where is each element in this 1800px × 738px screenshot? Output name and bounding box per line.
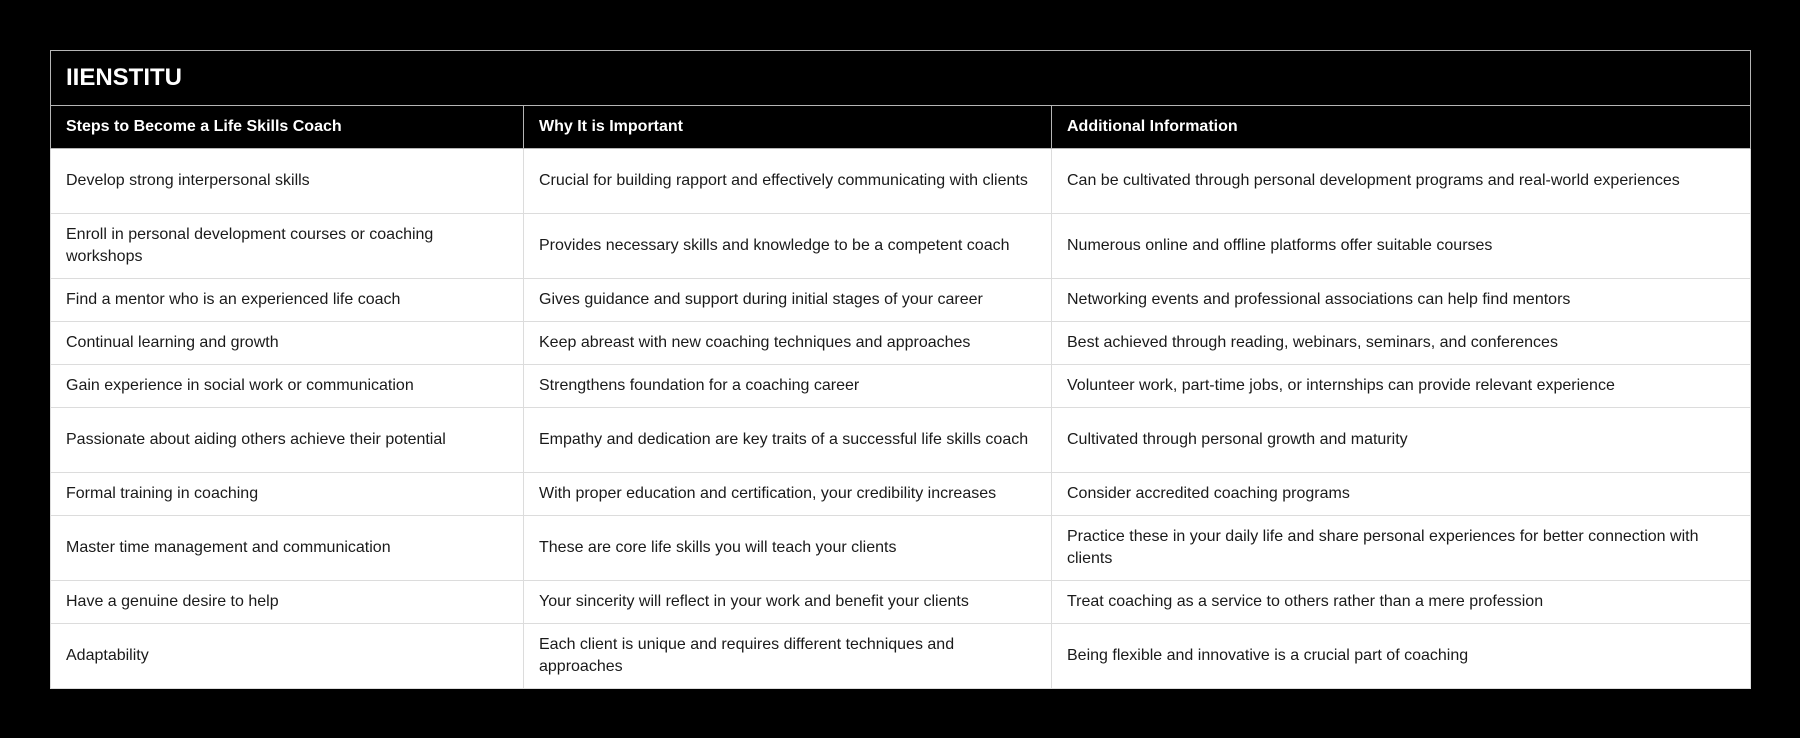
column-header-steps: Steps to Become a Life Skills Coach [51, 106, 524, 149]
cell-step: Gain experience in social work or communication [51, 365, 524, 408]
cell-additional-info: Consider accredited coaching programs [1052, 473, 1751, 516]
cell-additional-info: Volunteer work, part-time jobs, or internships can provide relevant experience [1052, 365, 1751, 408]
column-header-importance: Why It is Important [524, 106, 1052, 149]
table-row [51, 624, 1751, 689]
cell-step: Develop strong interpersonal skills [51, 149, 524, 214]
cell-additional-info: Numerous online and offline platforms offer suitable courses [1052, 214, 1751, 279]
table-row [51, 365, 1751, 408]
cell-step: Continual learning and growth [51, 322, 524, 365]
table-row [51, 516, 1751, 581]
cell-importance: Gives guidance and support during initial stages of your career [524, 279, 1052, 322]
table-row [51, 408, 1751, 473]
table-row [51, 322, 1751, 365]
column-header-additional-info: Additional Information [1052, 106, 1751, 149]
cell-step: Have a genuine desire to help [51, 581, 524, 624]
cell-importance: Provides necessary skills and knowledge to be a competent coach [524, 214, 1052, 279]
cell-step: Enroll in personal development courses or coaching workshops [51, 214, 524, 279]
cell-step: Master time management and communication [51, 516, 524, 581]
table-row [51, 214, 1751, 279]
header-row [51, 106, 1751, 149]
coaching-steps-table [50, 50, 1751, 689]
table-row [51, 473, 1751, 516]
cell-additional-info: Being flexible and innovative is a crucial part of coaching [1052, 624, 1751, 689]
cell-additional-info: Cultivated through personal growth and maturity [1052, 408, 1751, 473]
cell-importance: Your sincerity will reflect in your work and benefit your clients [524, 581, 1052, 624]
table-row [51, 149, 1751, 214]
cell-importance: With proper education and certification, your credibility increases [524, 473, 1052, 516]
cell-importance: Empathy and dedication are key traits of a successful life skills coach [524, 408, 1052, 473]
cell-additional-info: Practice these in your daily life and share personal experiences for better connection with clients [1052, 516, 1751, 581]
title-row [51, 51, 1751, 106]
cell-importance: Strengthens foundation for a coaching career [524, 365, 1052, 408]
cell-step: Formal training in coaching [51, 473, 524, 516]
cell-step: Adaptability [51, 624, 524, 689]
table-title: IIENSTITU [51, 51, 1751, 106]
cell-importance: Each client is unique and requires different techniques and approaches [524, 624, 1052, 689]
table-container [50, 50, 1750, 689]
cell-additional-info: Networking events and professional associations can help find mentors [1052, 279, 1751, 322]
cell-importance: Crucial for building rapport and effectively communicating with clients [524, 149, 1052, 214]
table-row [51, 581, 1751, 624]
cell-additional-info: Can be cultivated through personal development programs and real-world experiences [1052, 149, 1751, 214]
table-row [51, 279, 1751, 322]
cell-importance: These are core life skills you will teach your clients [524, 516, 1052, 581]
cell-additional-info: Treat coaching as a service to others rather than a mere profession [1052, 581, 1751, 624]
cell-importance: Keep abreast with new coaching techniques and approaches [524, 322, 1052, 365]
cell-step: Passionate about aiding others achieve their potential [51, 408, 524, 473]
cell-step: Find a mentor who is an experienced life coach [51, 279, 524, 322]
cell-additional-info: Best achieved through reading, webinars, seminars, and conferences [1052, 322, 1751, 365]
